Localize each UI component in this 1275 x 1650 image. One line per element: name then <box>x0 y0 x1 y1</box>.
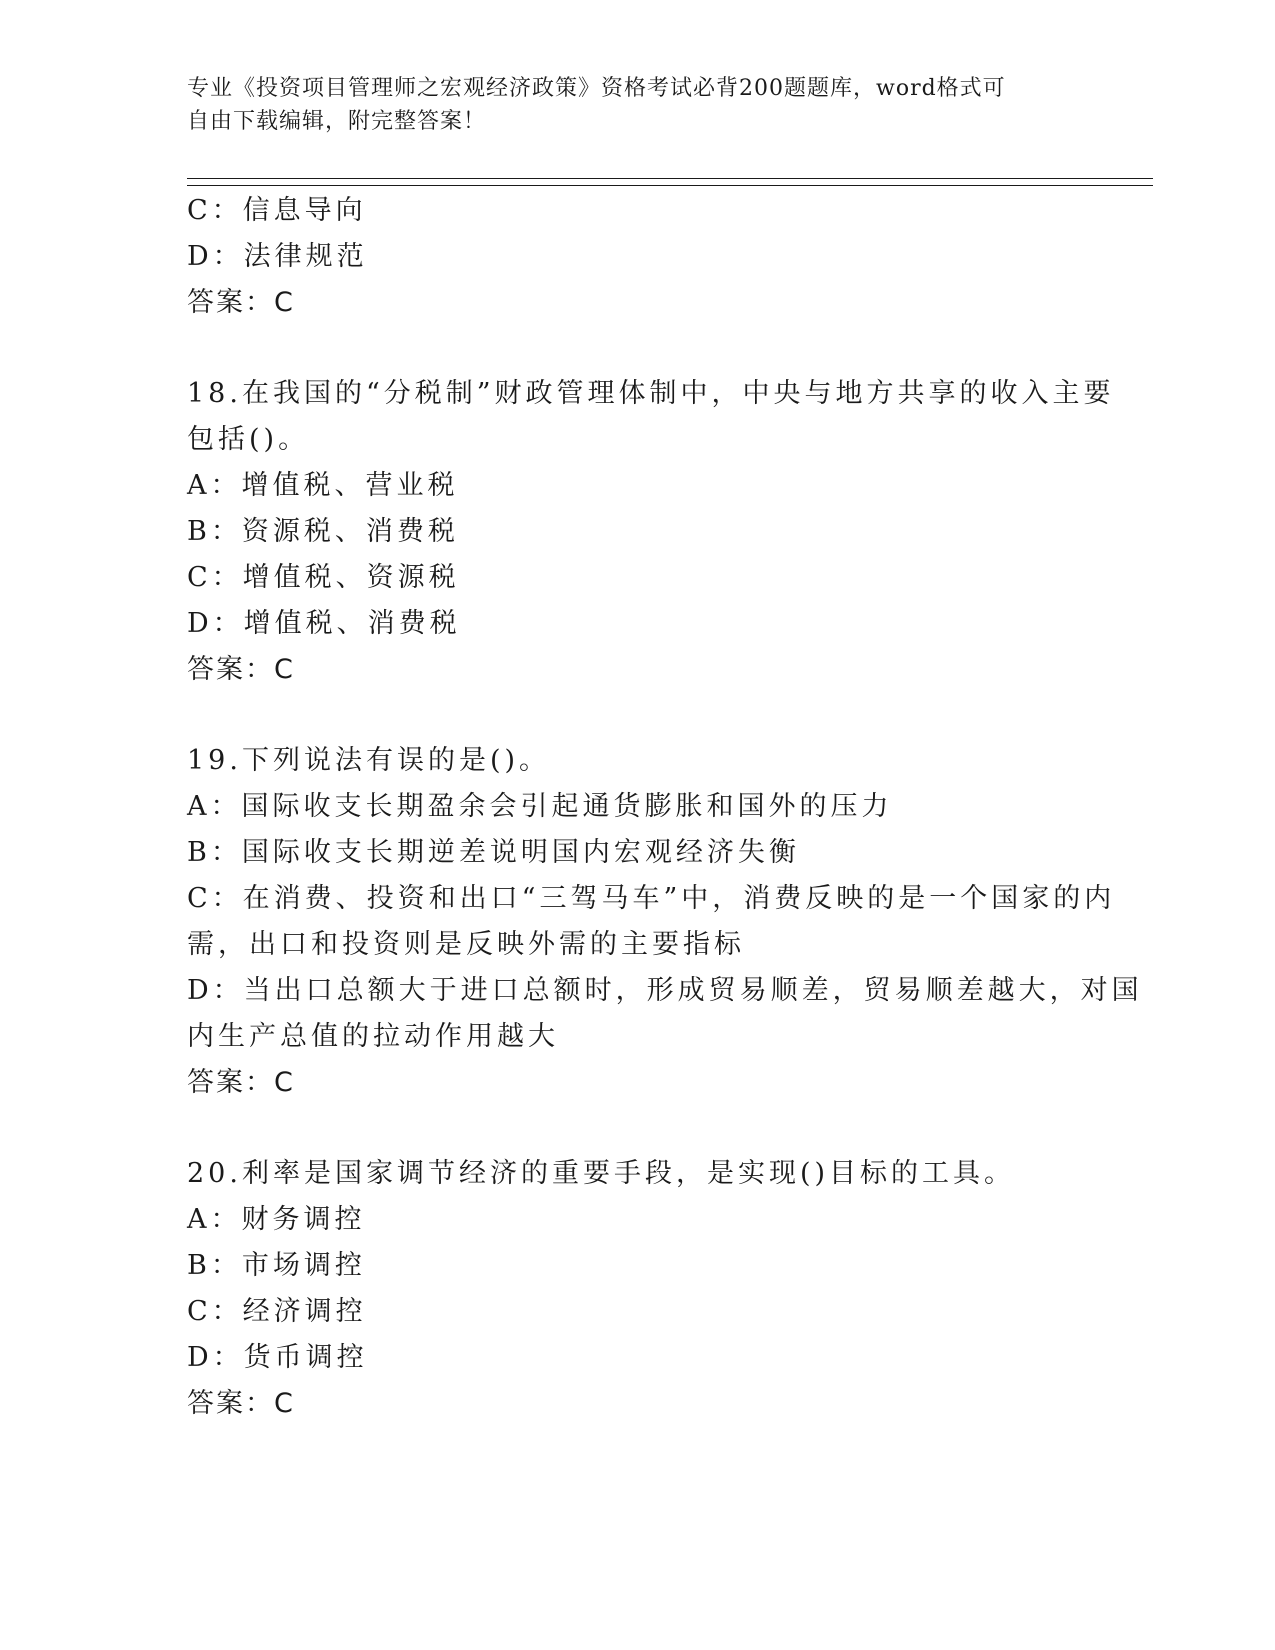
q18-option-b: B：资源税、消费税 <box>187 516 459 547</box>
question-19 <box>187 738 1143 1106</box>
q20-answer: 答案：C <box>187 1388 295 1419</box>
question-17-tail <box>187 188 1087 326</box>
q19-option-d-line-1: D：当出口总额大于进口总额时，形成贸易顺差，贸易顺差越大，对国 <box>187 975 1143 1006</box>
q20-option-c: C：经济调控 <box>187 1296 367 1327</box>
question-content <box>187 188 1143 1427</box>
q18-option-c: C：增值税、资源税 <box>187 562 460 593</box>
header-title-line-2: 自由下载编辑，附完整答案！ <box>187 109 487 134</box>
q19-stem: 19.下列说法有误的是()。 <box>187 745 551 776</box>
q17-option-c: C：信息导向 <box>187 195 367 226</box>
q18-answer: 答案：C <box>187 654 295 685</box>
header-divider <box>187 178 1153 186</box>
q19-option-a: A：国际收支长期盈余会引起通货膨胀和国外的压力 <box>187 791 893 822</box>
q19-option-c-line-2: 需，出口和投资则是反映外需的主要指标 <box>187 929 745 960</box>
q18-stem-line-1: 18.在我国的“分税制”财政管理体制中，中央与地方共享的收入主要 <box>187 378 1115 409</box>
q20-option-b: B：市场调控 <box>187 1250 366 1281</box>
question-spacer <box>187 326 1087 371</box>
q20-stem: 20.利率是国家调节经济的重要手段，是实现()目标的工具。 <box>187 1158 1016 1189</box>
question-20 <box>187 1151 1087 1427</box>
q19-answer: 答案：C <box>187 1067 295 1098</box>
page-header <box>187 72 1067 138</box>
q19-option-b: B：国际收支长期逆差说明国内宏观经济失衡 <box>187 837 800 868</box>
q18-option-d: D：增值税、消费税 <box>187 608 461 639</box>
q19-option-d-line-2: 内生产总值的拉动作用越大 <box>187 1021 559 1052</box>
question-18 <box>187 371 1115 693</box>
q20-option-a: A：财务调控 <box>187 1204 366 1235</box>
question-spacer <box>187 693 1087 738</box>
header-title-line-1: 专业《投资项目管理师之宏观经济政策》资格考试必背200题题库，word格式可 <box>187 76 1006 101</box>
q18-option-a: A：增值税、营业税 <box>187 470 459 501</box>
question-spacer <box>187 1106 1087 1151</box>
q19-option-c-line-1: C：在消费、投资和出口“三驾马车”中，消费反映的是一个国家的内 <box>187 883 1116 914</box>
q20-option-d: D：货币调控 <box>187 1342 368 1373</box>
q17-option-d: D：法律规范 <box>187 241 368 272</box>
q17-answer: 答案：C <box>187 287 295 318</box>
q18-stem-line-2: 包括()。 <box>187 424 310 455</box>
